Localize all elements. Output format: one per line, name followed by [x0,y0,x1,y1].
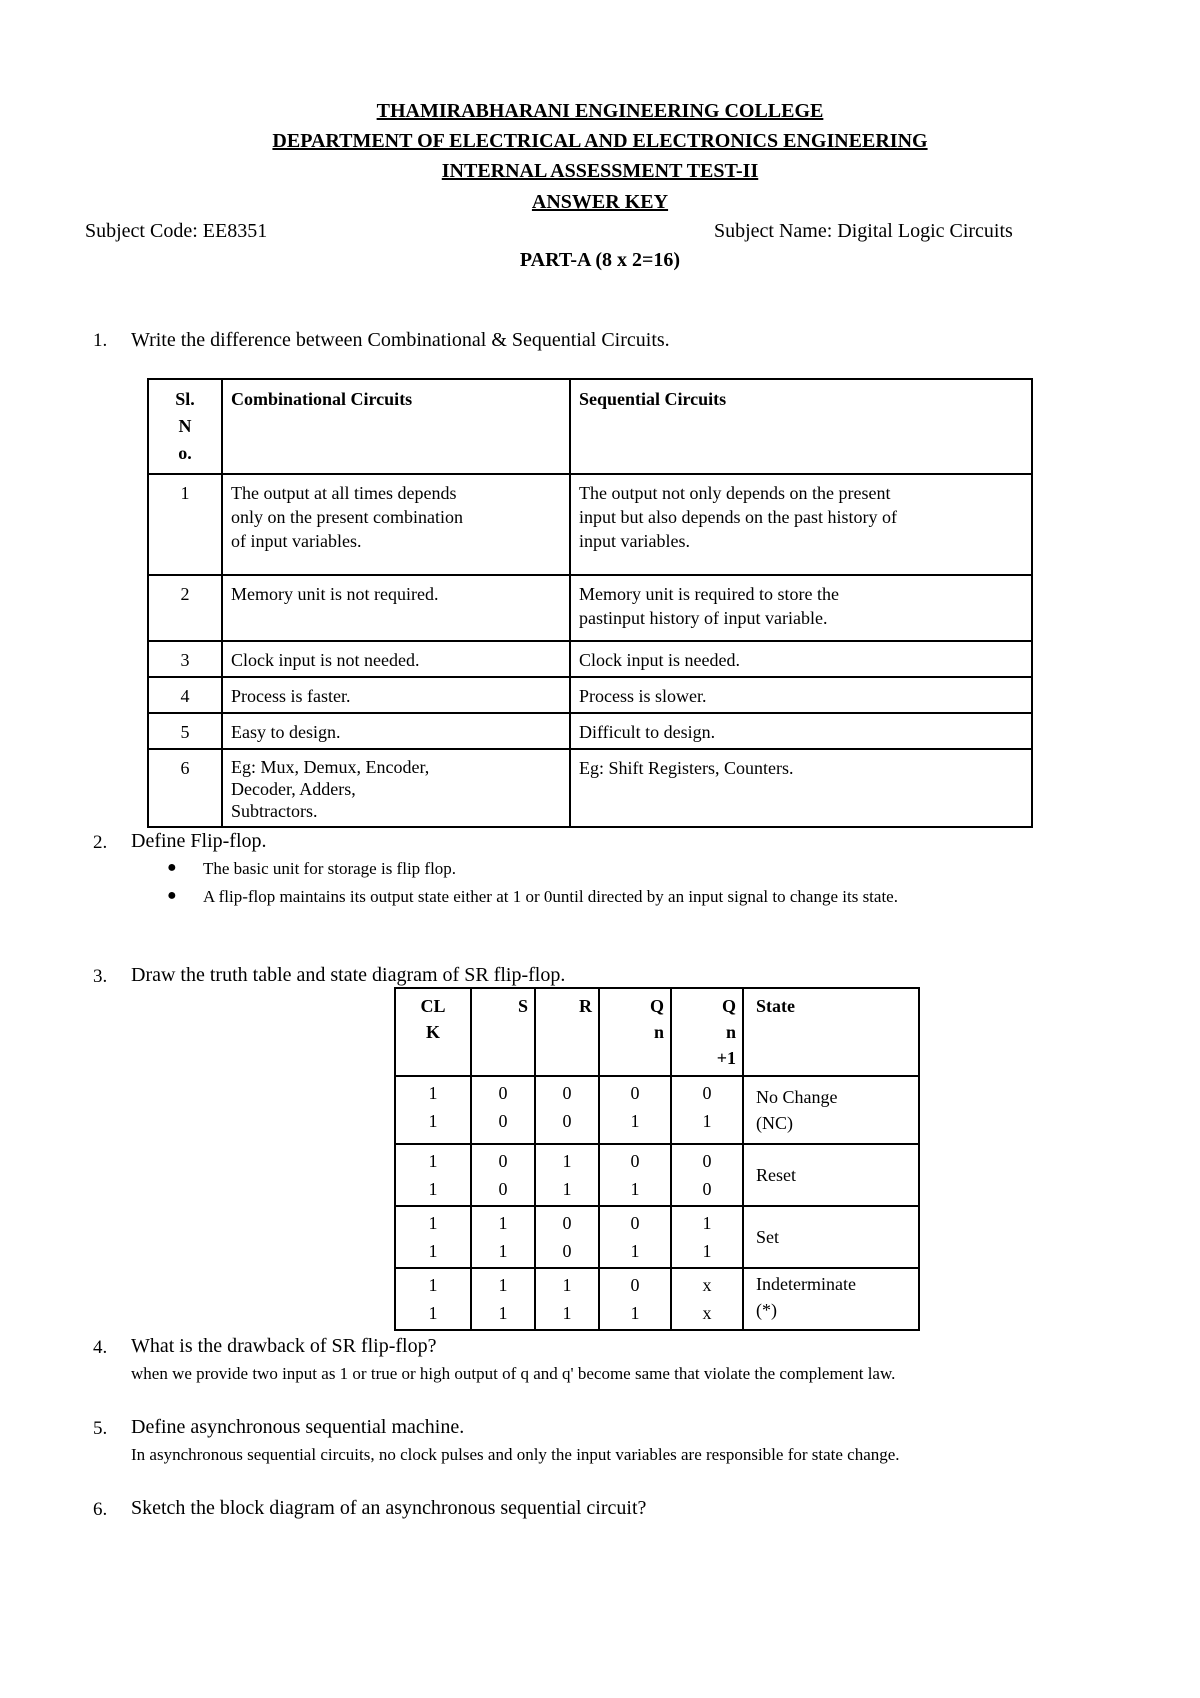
s-cell: 0 0 [471,1144,535,1206]
bullet-icon: ● [167,887,177,904]
r-cell: 0 0 [535,1206,599,1268]
header-qn1: Q n +1 [671,988,743,1076]
header-combinational: Combinational Circuits [222,379,570,474]
sequential-cell: Clock input is needed. [570,641,1032,677]
state-cell: Reset [743,1144,919,1206]
question-text: Define asynchronous sequential machine. [131,1416,465,1438]
table-row [148,677,1032,713]
s-cell: 1 1 [471,1206,535,1268]
combinational-cell: Process is faster. [222,677,570,713]
combinational-cell: Eg: Mux, Demux, Encoder, Decoder, Adders, Subtractors. [222,749,570,827]
header-s: S [471,988,535,1076]
question-number: 1. [93,330,108,351]
comparison-table [147,378,1033,828]
truth-row [395,1144,919,1206]
truth-header-row [395,988,919,1076]
row-number: 2 [148,575,222,641]
combinational-cell: The output at all times depends only on the present combination of input variables. [222,474,570,575]
header-qn: Q n [599,988,671,1076]
header-r: R [535,988,599,1076]
state-cell: Set [743,1206,919,1268]
question-number: 3. [93,966,108,987]
college-title: THAMIRABHARANI ENGINEERING COLLEGE [376,100,824,122]
clk-cell: 1 1 [395,1268,471,1330]
qn-cell: 0 1 [599,1268,671,1330]
row-number: 3 [148,641,222,677]
sequential-cell: The output not only depends on the present input but also depends on the past history of input variables. [570,474,1032,575]
table-row [148,749,1032,827]
qn1-cell: 0 0 [671,1144,743,1206]
header-slno: Sl. N o. [148,379,222,474]
sequential-cell: Memory unit is required to store the pastinput history of input variable. [570,575,1032,641]
r-cell: 1 1 [535,1268,599,1330]
table-row [148,474,1032,575]
qn-cell: 0 1 [599,1144,671,1206]
subject-code: Subject Code: EE8351 [85,220,268,242]
answer-text: In asynchronous sequential circuits, no clock pulses and only the input variables are responsible for state change. [131,1445,900,1464]
question-text: Draw the truth table and state diagram of SR flip-flop. [131,964,566,986]
sr-truth-table [394,987,920,1331]
truth-row [395,1268,919,1330]
sequential-cell: Process is slower. [570,677,1032,713]
row-number: 1 [148,474,222,575]
qn-cell: 0 1 [599,1206,671,1268]
combinational-cell: Easy to design. [222,713,570,749]
table-row [148,713,1032,749]
question-number: 6. [93,1499,108,1520]
state-cell: Indeterminate (*) [743,1268,919,1330]
flipflop-bullet: The basic unit for storage is flip flop. [203,859,457,878]
combinational-cell: Clock input is not needed. [222,641,570,677]
clk-cell: 1 1 [395,1076,471,1144]
s-cell: 0 0 [471,1076,535,1144]
row-number: 6 [148,749,222,827]
truth-row [395,1206,919,1268]
s-cell: 1 1 [471,1268,535,1330]
test-title: INTERNAL ASSESSMENT TEST-II [441,160,759,182]
question-text: Define Flip-flop. [131,830,267,852]
sequential-cell: Eg: Shift Registers, Counters. [570,749,1032,827]
sequential-cell: Difficult to design. [570,713,1032,749]
header-state: State [743,988,919,1076]
flipflop-bullet: A flip-flop maintains its output state either at 1 or 0until directed by an input signal to change its state. [203,887,898,906]
r-cell: 1 1 [535,1144,599,1206]
question-number: 2. [93,832,108,853]
clk-cell: 1 1 [395,1144,471,1206]
table-header-row [148,379,1032,474]
bullet-icon: ● [167,859,177,876]
question-number: 4. [93,1337,108,1358]
header-sequential: Sequential Circuits [570,379,1032,474]
row-number: 4 [148,677,222,713]
row-number: 5 [148,713,222,749]
qn1-cell: 0 1 [671,1076,743,1144]
r-cell: 0 0 [535,1076,599,1144]
subject-name: Subject Name: Digital Logic Circuits [714,220,1013,242]
clk-cell: 1 1 [395,1206,471,1268]
department-title: DEPARTMENT OF ELECTRICAL AND ELECTRONICS ENGINEERING [272,130,928,152]
header-clk: CL K [395,988,471,1076]
question-text: Sketch the block diagram of an asynchronous sequential circuit? [131,1497,647,1519]
combinational-cell: Memory unit is not required. [222,575,570,641]
question-text: What is the drawback of SR flip-flop? [131,1335,437,1357]
qn1-cell: x x [671,1268,743,1330]
state-cell: No Change (NC) [743,1076,919,1144]
answer-text: when we provide two input as 1 or true or high output of q and q' become same that violate the complement law. [131,1364,896,1383]
answer-key-title: ANSWER KEY [531,191,669,213]
table-row [148,575,1032,641]
qn1-cell: 1 1 [671,1206,743,1268]
question-number: 5. [93,1418,108,1439]
truth-row [395,1076,919,1144]
table-row [148,641,1032,677]
qn-cell: 0 1 [599,1076,671,1144]
part-a-heading: PART-A (8 x 2=16) [519,249,681,271]
question-text: Write the difference between Combinational & Sequential Circuits. [131,329,670,351]
